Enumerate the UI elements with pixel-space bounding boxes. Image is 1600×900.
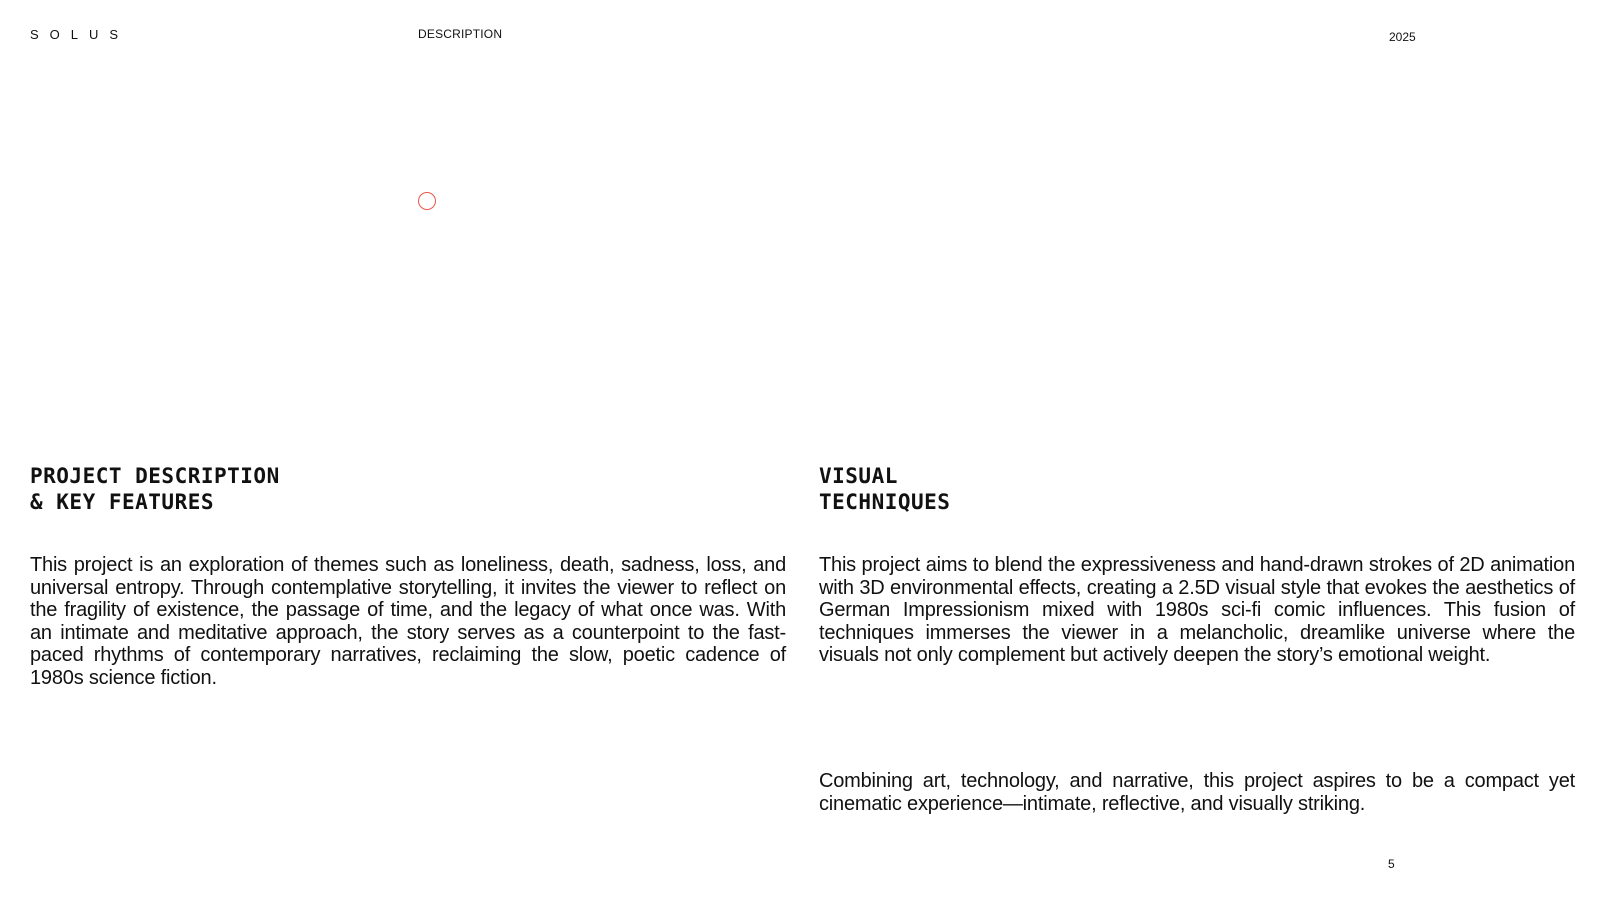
heading-line: VISUAL [819, 464, 898, 488]
brand-logo: SOLUS [30, 27, 130, 42]
heading-line: TECHNIQUES [819, 490, 951, 514]
circle-marker-icon [418, 192, 436, 210]
section-label: DESCRIPTION [418, 27, 503, 41]
page-number: 5 [1388, 857, 1395, 871]
project-description-text: This project is an exploration of themes such as loneliness, death, sadness, loss, and universal entropy. Through contemplative storytelling, it invites the viewer to reflect on the fragility of existence, the passage of time, and the legacy of what once was. With an intimate and meditative approach, the story serves as a counterpoint to the fast-paced rhythms of contemporary narratives, reclaiming the slow, poetic cadence of 1980s science fiction. [30, 554, 786, 689]
heading-line: PROJECT DESCRIPTION [30, 464, 280, 488]
closing-statement-text: Combining art, technology, and narrative, this project aspires to be a compact yet cinematic experience—intimate, reflective, and visually striking. [819, 770, 1575, 815]
year-label: 2025 [1389, 30, 1416, 44]
heading-line: & KEY FEATURES [30, 490, 215, 514]
project-description-heading [30, 463, 280, 515]
visual-techniques-text: This project aims to blend the expressiveness and hand-drawn strokes of 2D animation with 3D environmental effects, creating a 2.5D visual style that evokes the aesthetics of German Impressionism mixed with 1980s sci-fi comic influences. This fusion of techniques immerses the viewer in a melancholic, dreamlike universe where the visuals not only complement but actively deepen the story’s emotional weight. [819, 554, 1575, 666]
visual-techniques-heading [819, 463, 950, 515]
